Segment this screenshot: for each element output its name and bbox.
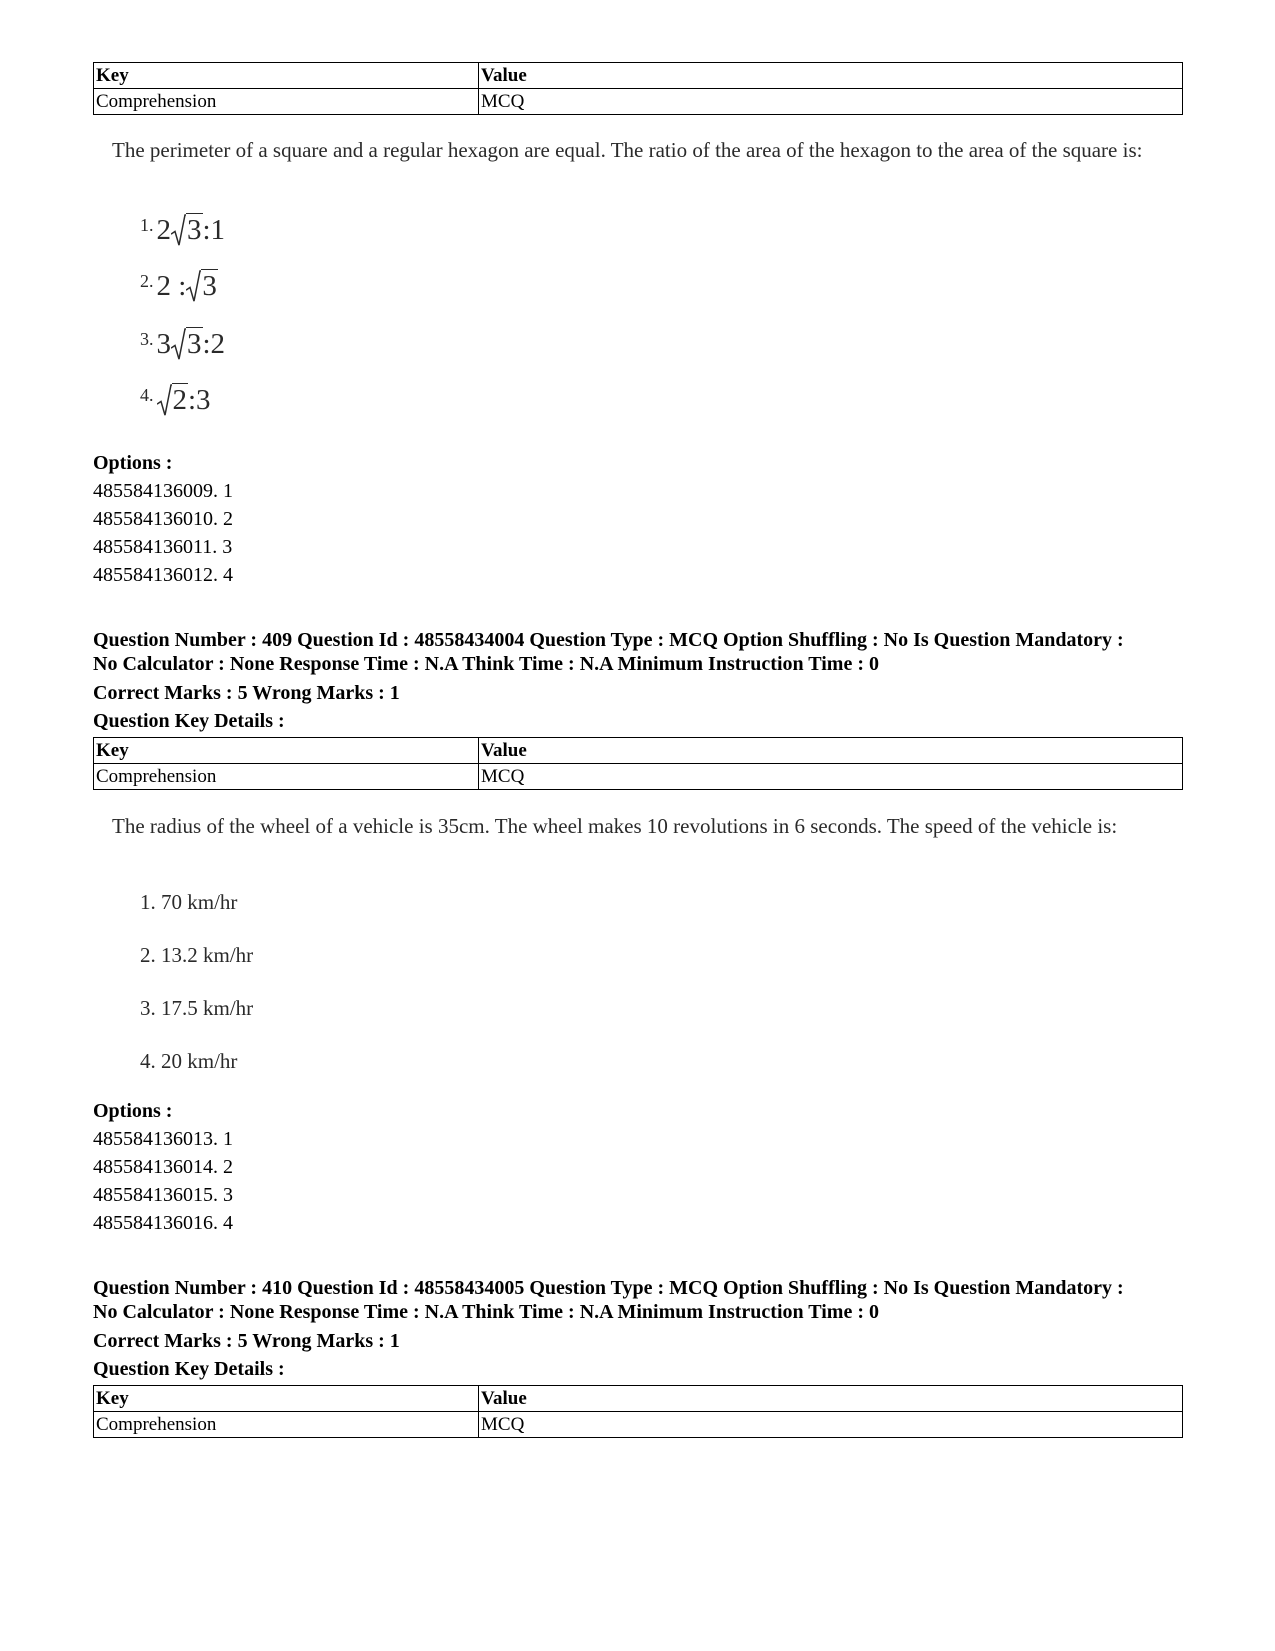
table-row [94, 89, 1183, 115]
question-marks-409: Correct Marks : 5 Wrong Marks : 1 [93, 682, 400, 704]
table-row [94, 1412, 1183, 1438]
cell-key: Comprehension [94, 1412, 479, 1438]
question-key-details-410: Question Key Details : [93, 1358, 285, 1380]
question-meta-409: Question Number : 409 Question Id : 48558434004 Question Type : MCQ Option Shuffling : No Is Question Mandatory : No Calculator : None Response Time : N.A Think Time : N.A Minimum Instruction Time : 0 [93, 629, 1124, 675]
choice-408-3: 3. 3 3:2 [140, 328, 226, 360]
choice-408-4: 4. 2:3 [140, 384, 211, 416]
header-value: Value [479, 1386, 1183, 1412]
option-408-1: 485584136009. 1 [93, 480, 233, 502]
option-409-2: 485584136014. 2 [93, 1156, 233, 1178]
option-409-1: 485584136013. 1 [93, 1128, 233, 1150]
cell-value: MCQ [479, 764, 1183, 790]
question-key-table [93, 1385, 1183, 1438]
options-label-408: Options : [93, 452, 173, 474]
choice-408-2: 2. 2 : 3 [140, 270, 217, 302]
table-header-row [94, 1386, 1183, 1412]
question-marks-410: Correct Marks : 5 Wrong Marks : 1 [93, 1330, 400, 1352]
choice-409-4: 4. 20 km/hr [140, 1049, 238, 1073]
options-label-409: Options : [93, 1100, 173, 1122]
header-key: Key [94, 738, 479, 764]
option-408-4: 485584136012. 4 [93, 564, 233, 586]
option-409-4: 485584136016. 4 [93, 1212, 233, 1234]
cell-value: MCQ [479, 89, 1183, 115]
cell-key: Comprehension [94, 764, 479, 790]
question-stem-409: The radius of the wheel of a vehicle is 35cm. The wheel makes 10 revolutions in 6 seconds. The speed of the vehicle is: [112, 814, 1118, 838]
cell-key: Comprehension [94, 89, 479, 115]
question-key-table [93, 737, 1183, 790]
choice-409-2: 2. 13.2 km/hr [140, 943, 254, 967]
header-value: Value [479, 738, 1183, 764]
choice-409-3: 3. 17.5 km/hr [140, 996, 254, 1020]
option-408-3: 485584136011. 3 [93, 536, 233, 558]
cell-value: MCQ [479, 1412, 1183, 1438]
header-key: Key [94, 1386, 479, 1412]
question-meta-410: Question Number : 410 Question Id : 48558434005 Question Type : MCQ Option Shuffling : No Is Question Mandatory : No Calculator : None Response Time : N.A Think Time : N.A Minimum Instruction Time : 0 [93, 1277, 1124, 1323]
choice-408-1: 1. 2 3:1 [140, 214, 226, 246]
option-409-3: 485584136015. 3 [93, 1184, 233, 1206]
question-stem-408: The perimeter of a square and a regular hexagon are equal. The ratio of the area of the hexagon to the area of the square is: [112, 138, 1143, 162]
header-value: Value [479, 63, 1183, 89]
table-row [94, 764, 1183, 790]
table-header-row [94, 738, 1183, 764]
question-key-details-409: Question Key Details : [93, 710, 285, 732]
header-key: Key [94, 63, 479, 89]
choice-409-1: 1. 70 km/hr [140, 890, 238, 914]
question-key-table [93, 62, 1183, 115]
table-header-row [94, 63, 1183, 89]
option-408-2: 485584136010. 2 [93, 508, 233, 530]
